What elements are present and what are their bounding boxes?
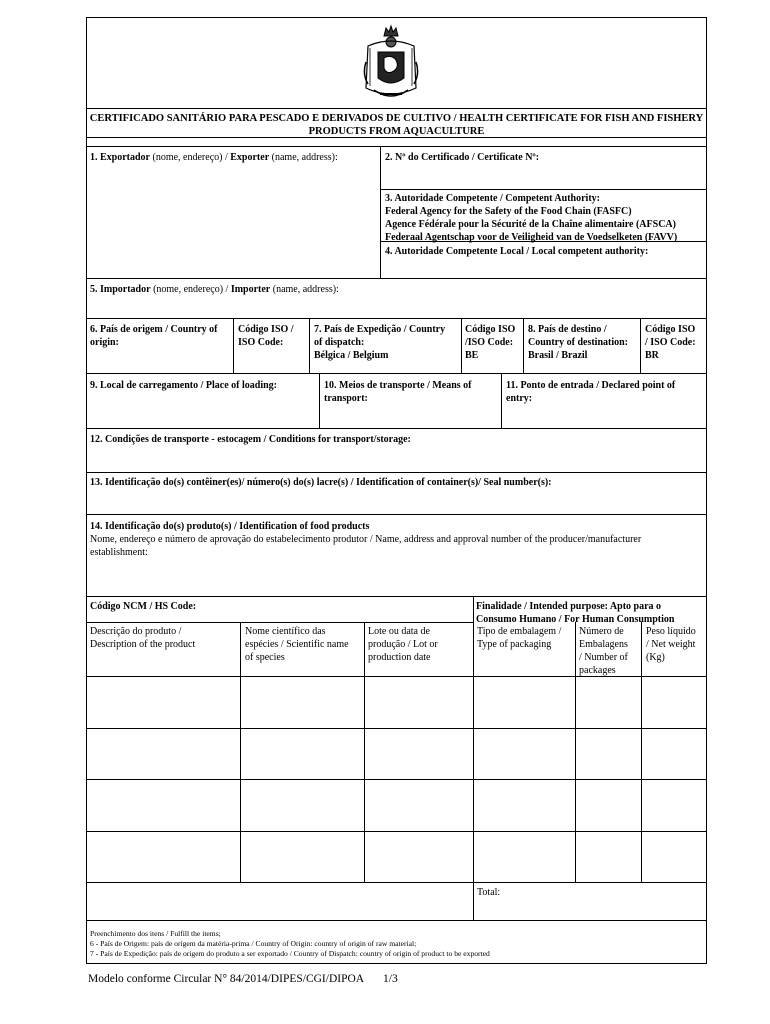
field-14-heading: 14. Identificação do(s) produto(s) / Identification of food products bbox=[90, 521, 370, 532]
certificate-title: CERTIFICADO SANITÁRIO PARA PESCADO E DERIVADOS DE CULTIVO / HEALTH CERTIFICATE FOR FISH AND FISHERY PRODUCTS FROM AQUACULTURE bbox=[89, 113, 704, 137]
field-11-point-of-entry: 11. Ponto de entrada / Declared point of entry: bbox=[506, 380, 676, 404]
footer-page-number: 1/3 bbox=[383, 973, 398, 985]
field-8-iso-code: Código ISO / ISO Code: BR bbox=[645, 324, 696, 361]
col-header-scientific-name: Nome científico das espécies / Scientific name of species bbox=[245, 626, 349, 663]
field-9-place-of-loading: 9. Local de carregamento / Place of loading: bbox=[90, 380, 278, 391]
total-label: Total: bbox=[477, 887, 501, 898]
col-header-number-of-packages: Número de Embalagens / Number of packages bbox=[579, 626, 628, 676]
field-7-country-of-dispatch: 7. País de Expedição / Country of dispatch: Bélgica / Belgium bbox=[314, 324, 446, 361]
col-header-net-weight: Peso líquido / Net weight (Kg) bbox=[646, 626, 696, 663]
footer-model-reference: Modelo conforme Circular N° 84/2014/DIPES/CGI/DIPOA bbox=[88, 973, 365, 985]
hs-code-label: Código NCM / HS Code: bbox=[90, 601, 197, 612]
field-10-means-of-transport: 10. Meios de transporte / Means of transport: bbox=[324, 380, 472, 404]
note-line: 7 - País de Expedição: país de origem do produto a ser exportado / Country of Dispatch: country of origin of product to be exported bbox=[90, 949, 490, 958]
intended-purpose: Finalidade / Intended purpose: Apto para o Consumo Humano / For Human Consumption bbox=[476, 601, 675, 625]
field-4-local-authority: 4. Autoridade Competente Local / Local competent authority: bbox=[385, 246, 649, 257]
col-header-lot: Lote ou data de produção / Lot or production date bbox=[368, 626, 438, 663]
field-6-country-of-origin: 6. País de origem / Country of origin: bbox=[90, 324, 218, 348]
field-12-transport-conditions: 12. Condições de transporte - estocagem / Conditions for transport/storage: bbox=[90, 434, 411, 445]
field-3-competent-authority: 3. Autoridade Competente / Competent Authority: Federal Agency for the Safety of the Food Chain (FASFC) Agence Fédérale pour la Sécurité de la Chaîne alimentaire (AFSCA) Federaal Agentschap voor de Veiligheid van de Voedselketen (FAVV) bbox=[385, 193, 678, 243]
field-7-iso-code: Código ISO /ISO Code: BE bbox=[465, 324, 516, 361]
col-header-description: Descrição do produto / Description of the product bbox=[90, 626, 196, 650]
col-header-packaging: Tipo de embalagem / Type of packaging bbox=[477, 626, 562, 650]
field-14-establishment: Nome, endereço e número de aprovação do estabelecimento produtor / Name, address and approval number of the producer/manufacturer establishment: bbox=[90, 534, 642, 558]
field-2-certificate-number: 2. Nº do Certificado / Certificate Nº: bbox=[385, 152, 540, 163]
field-5-importer: 5. Importador (nome, endereço) / Importer (name, address): bbox=[90, 284, 339, 295]
field-1-exporter: 1. Exportador (nome, endereço) / Exporter (name, address): bbox=[90, 152, 338, 163]
field-13-container-seal: 13. Identificação do(s) contêiner(es)/ número(s) do(s) lacre(s) / Identification of container(s)/ Seal number(s): bbox=[90, 477, 552, 488]
coat-of-arms-icon bbox=[360, 22, 422, 106]
note-line: 6 - País de Origem: país de origem da matéria-prima / Country of Origin: country of origin of raw material; bbox=[90, 939, 417, 948]
note-line: Preenchimento dos itens / Fulfill the items; bbox=[90, 929, 221, 938]
field-6-iso-code: Código ISO / ISO Code: bbox=[238, 324, 294, 348]
field-8-country-of-destination: 8. País de destino / Country of destination: Brasil / Brazil bbox=[528, 324, 629, 361]
